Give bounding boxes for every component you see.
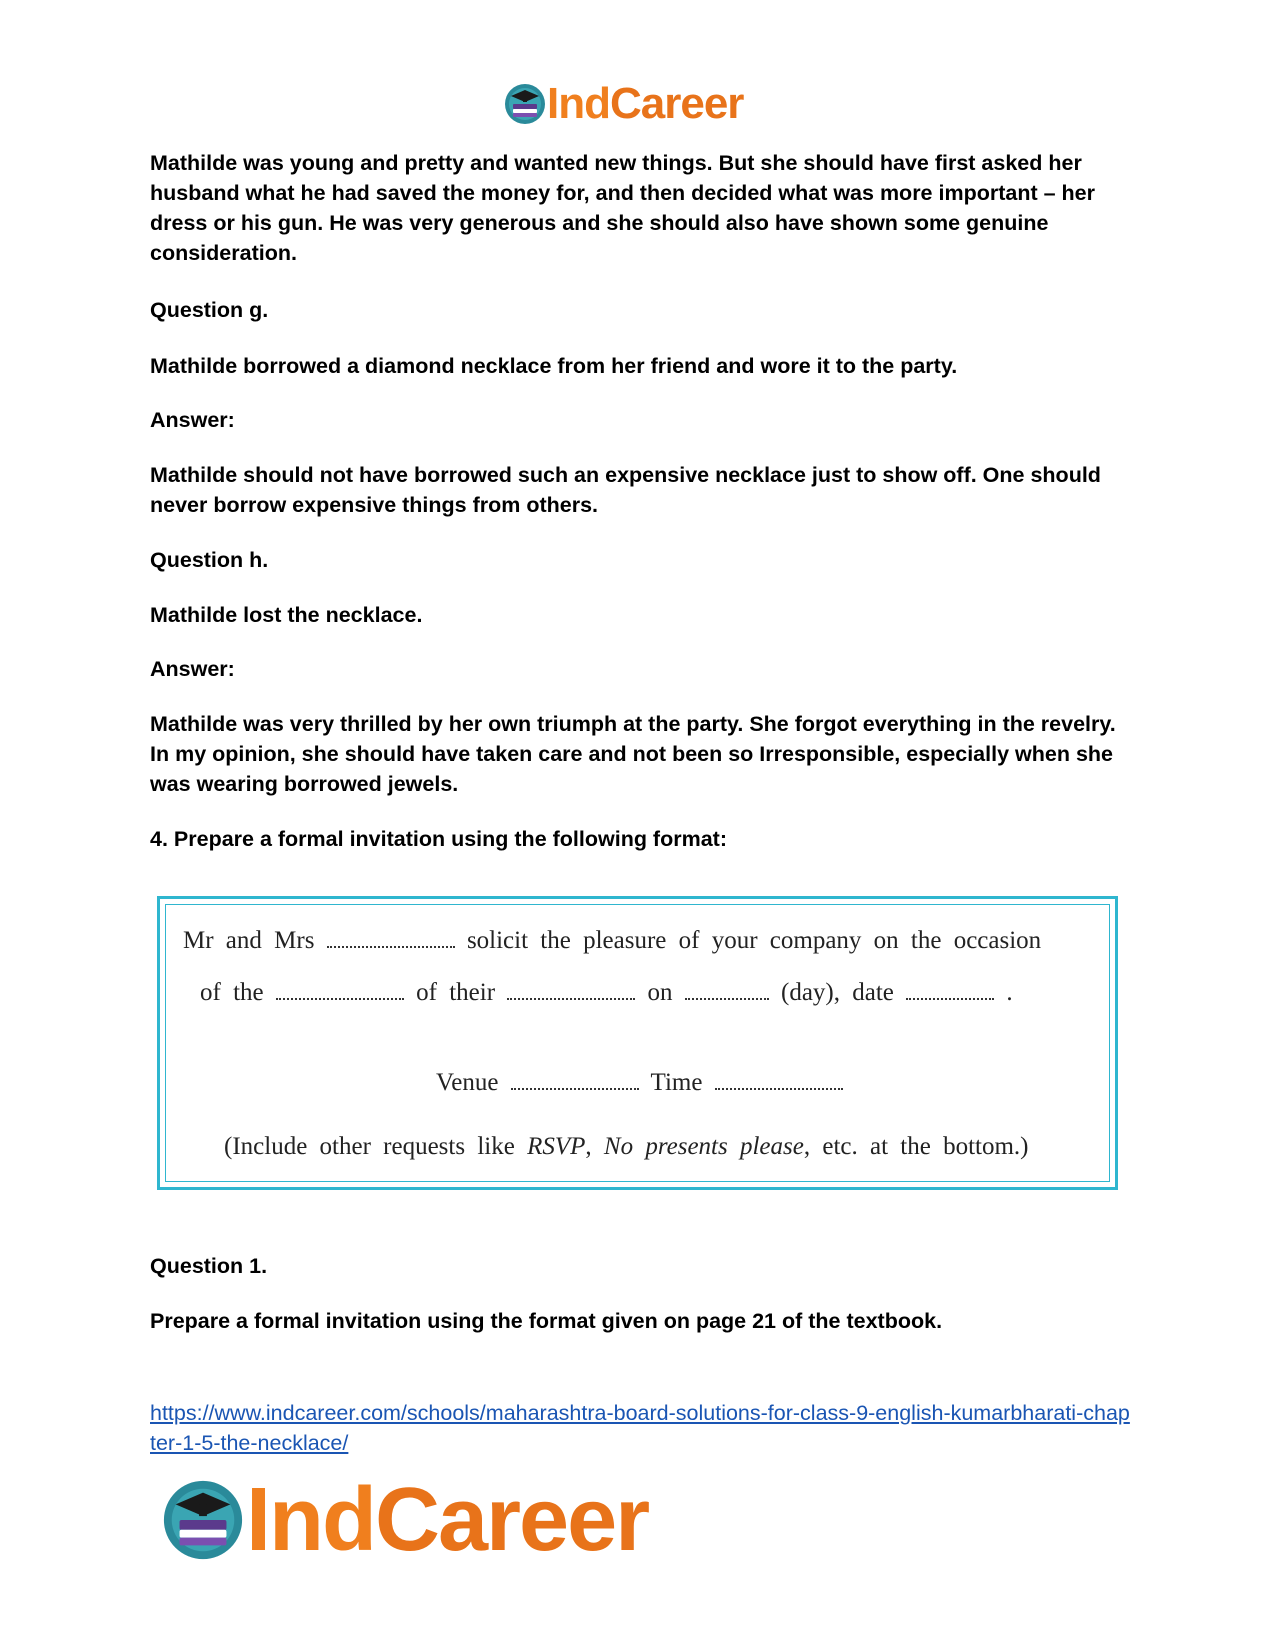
question-heading: Question 1. [150,1254,268,1278]
graduation-cap-book-icon [503,82,547,126]
blank-line [507,990,635,1000]
logo-wordmark: IndCareer [246,1469,649,1570]
answer-paragraph: Mathilde should not have borrowed such an expensive necklace just to show off. One should never borrow expensive things from others. [150,463,1101,517]
blank-line [327,938,455,948]
format-line-1: Mr and Mrs solicit the pleasure of your company on the occasion [183,927,1042,954]
blank-line [276,990,404,1000]
question-text: Prepare a formal invitation using the format given on page 21 of the textbook. [150,1309,943,1333]
source-link[interactable]: https://www.indcareer.com/schools/maharashtra-board-solutions-for-class-9-english-kumarbharati-chapter-1-5-the-necklace/ [150,1401,1130,1455]
answer-label: Answer: [150,657,235,681]
blank-line [906,990,994,1000]
answer-paragraph: Mathilde was very thrilled by her own triumph at the party. She forgot everything in the revelry. In my opinion, she should have taken care and not been so Irresponsible, especially when she was wearing borrowed jewels. [150,712,1116,796]
blank-line [511,1080,639,1090]
header-logo [503,78,743,130]
invitation-format-box [157,896,1118,1190]
graduation-cap-book-icon [160,1477,246,1563]
task-heading: 4. Prepare a formal invitation using the following format: [150,827,727,851]
blank-line [685,990,769,1000]
format-line-2: of the of their on (day), date . [200,979,1013,1006]
question-heading: Question h. [150,548,269,572]
question-text: Mathilde lost the necklace. [150,603,423,627]
format-line-4: (Include other requests like RSVP, No presents please, etc. at the bottom.) [224,1133,1029,1160]
question-text: Mathilde borrowed a diamond necklace from her friend and wore it to the party. [150,354,958,378]
blank-line [715,1080,843,1090]
footer-logo [160,1470,648,1570]
format-line-3: Venue Time [436,1069,843,1097]
question-heading: Question g. [150,298,269,322]
answer-label: Answer: [150,408,235,432]
logo-wordmark: IndCareer [547,79,744,128]
answer-paragraph: Mathilde was young and pretty and wanted new things. But she should have first asked her husband what he had saved the money for, and then decided what was more important – her dress or his gun. He was very generous and she should also have shown some genuine consideration. [150,151,1095,265]
